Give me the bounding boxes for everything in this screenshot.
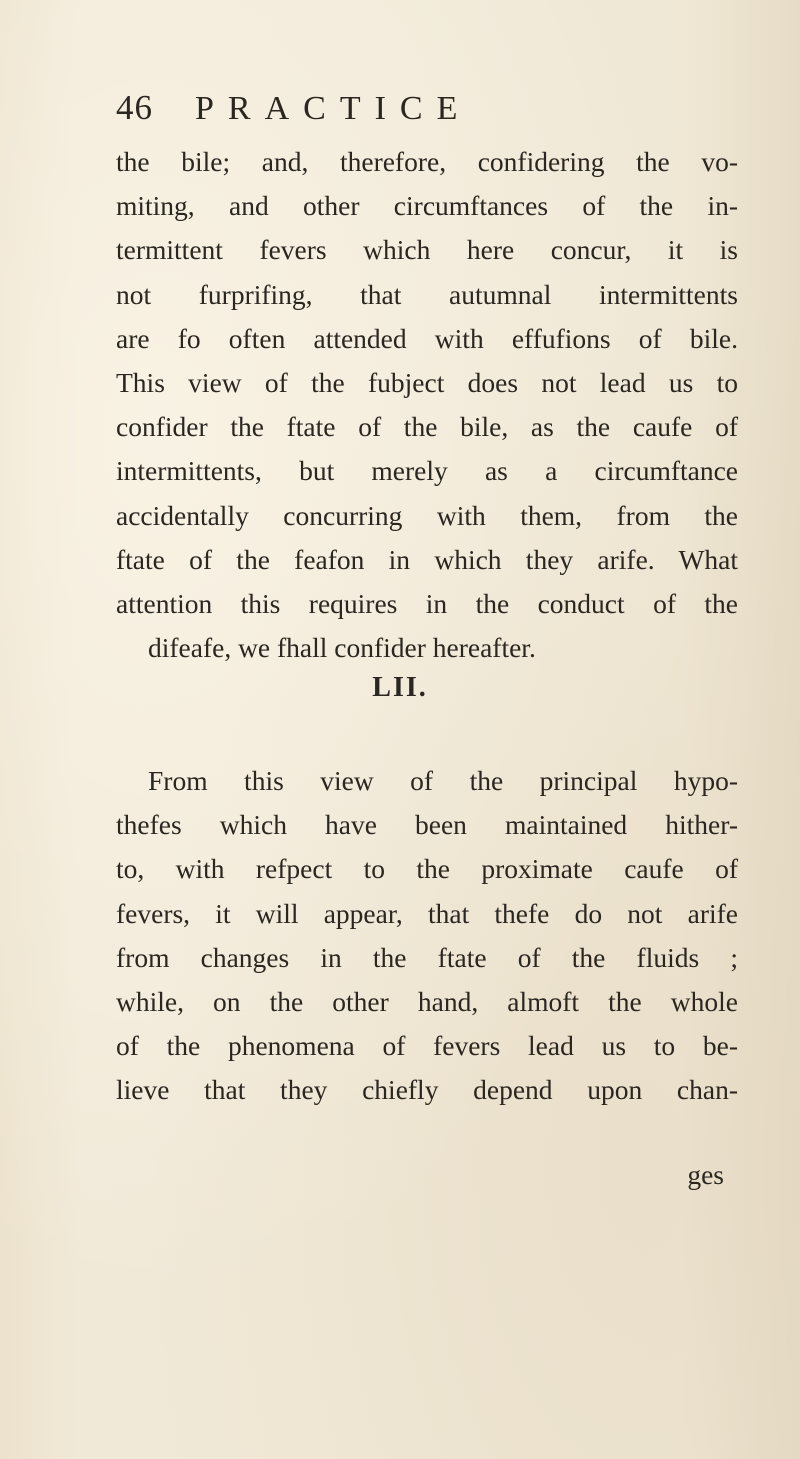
text-line: from changes in the ftate of the fluids ; (116, 941, 738, 973)
text-line: ftate of the feafon in which they arife. What (116, 543, 738, 575)
paragraph-2 (116, 759, 738, 1113)
text-line: accidentally concurring with them, from the (116, 499, 738, 531)
page-number: 46 (116, 88, 153, 127)
text-line: attention this requires in the conduct of the (116, 588, 738, 620)
text-line: not furprifing, that autumnal intermittents (116, 278, 738, 310)
text-line: This view of the fubject does not lead us to (116, 367, 738, 399)
text-line: of the phenomena of fevers lead us to be- (116, 1030, 738, 1062)
text-line: thefes which have been maintained hither- (116, 809, 738, 841)
text-line: lieve that they chiefly depend upon chan- (116, 1074, 738, 1106)
page-header (116, 88, 471, 128)
text-line: miting, and other circumftances of the in- (116, 190, 738, 222)
text-line: confider the ftate of the bile, as the caufe of (116, 411, 738, 443)
text-line: the bile; and, therefore, confidering the vo- (116, 146, 738, 177)
running-head: PRACTICE (195, 90, 472, 127)
text-line: to, with refpect to the proximate caufe of (116, 853, 738, 885)
section-heading: LII. (372, 672, 428, 703)
text-line: From this view of the principal hypo- (148, 765, 738, 796)
text-line: termittent fevers which here concur, it is (116, 234, 738, 266)
text-line: while, on the other hand, almoft the whole (116, 986, 738, 1018)
text-line: difeafe, we fhall confider hereafter. (148, 632, 536, 664)
catchword: ges (687, 1159, 724, 1190)
text-line: fevers, it will appear, that thefe do not arife (116, 897, 738, 929)
text-line: are fo often attended with effufions of bile. (116, 322, 738, 354)
paragraph-1 (116, 140, 738, 670)
text-line: intermittents, but merely as a circumftance (116, 455, 738, 487)
